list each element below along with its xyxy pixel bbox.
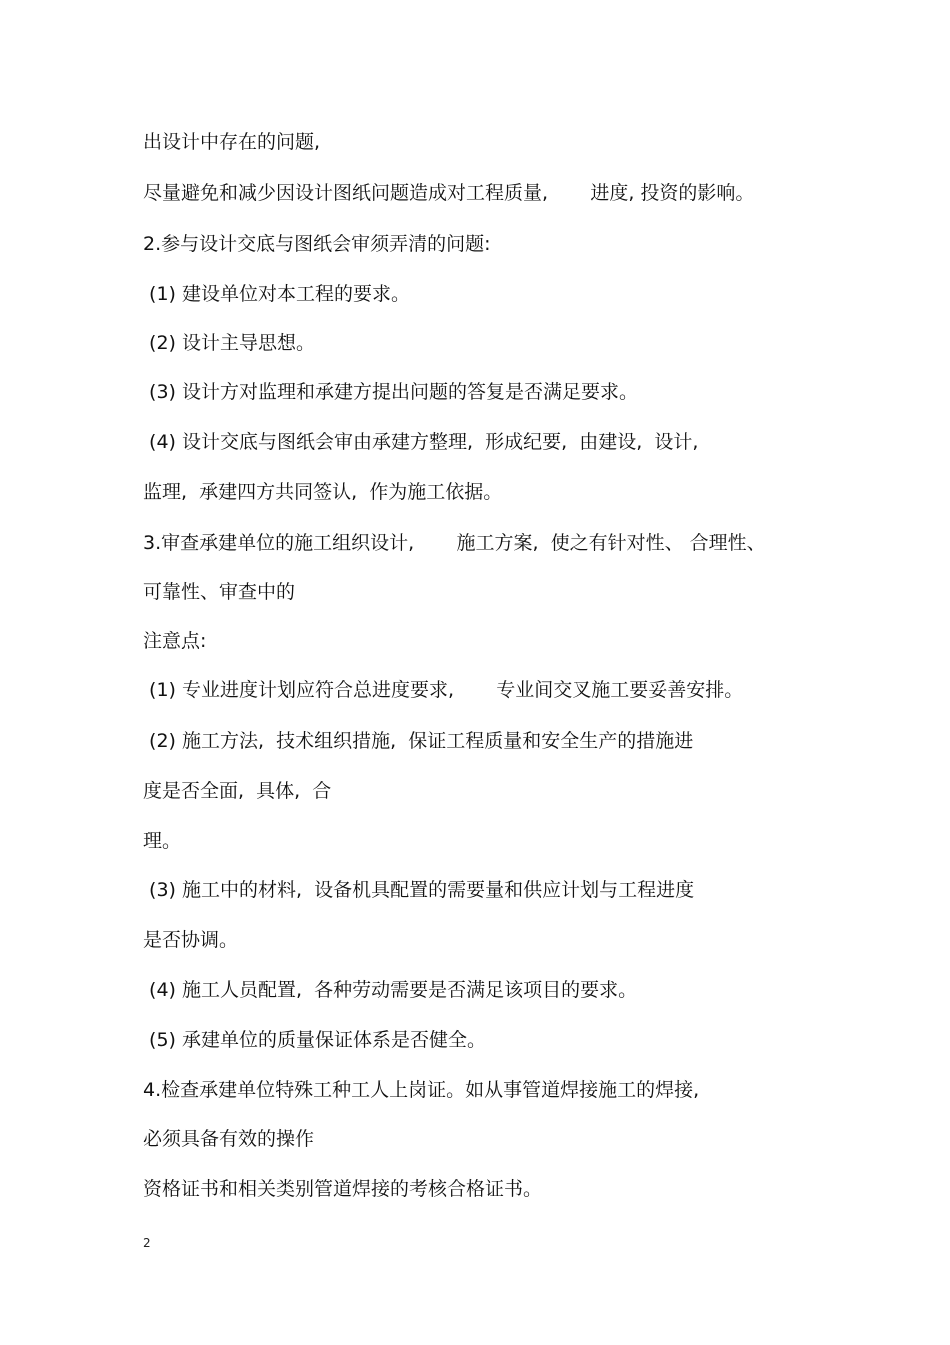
page-number: 2 [143,1236,151,1250]
text-line-18: (4) 施工人员配置, 各种劳动需要是否满足该项目的要求。 [143,979,638,1001]
text-line-5: (2) 设计主导思想。 [143,332,315,354]
text-line-4: (1) 建设单位对本工程的要求。 [143,283,410,305]
text-line-9: 3.审查承建单位的施工组织设计, 施工方案, 使之有针对性、 合理性、 [143,532,766,554]
text-line-2: 尽量避免和减少因设计图纸问题造成对工程质量, 进度, 投资的影响。 [143,182,755,204]
text-line-8: 监理, 承建四方共同签认, 作为施工依据。 [143,481,503,503]
text-line-10: 可靠性、审查中的 [143,581,296,603]
text-line-15: 理。 [143,830,182,852]
text-line-17: 是否协调。 [143,929,239,951]
text-line-12: (1) 专业进度计划应符合总进度要求, 专业间交叉施工要妥善安排。 [143,679,744,701]
text-line-3: 2.参与设计交底与图纸会审须弄清的问题: [143,233,491,255]
text-line-11: 注意点: [143,630,207,652]
text-line-21: 必须具备有效的操作 [143,1128,315,1150]
text-line-20: 4.检查承建单位特殊工种工人上岗证。如从事管道焊接施工的焊接, [143,1079,700,1101]
text-line-6: (3) 设计方对监理和承建方提出问题的答复是否满足要求。 [143,381,638,403]
text-line-16: (3) 施工中的材料, 设备机具配置的需要量和供应计划与工程进度 [143,879,695,901]
text-line-13: (2) 施工方法, 技术组织措施, 保证工程质量和安全生产的措施进 [143,730,694,752]
text-line-14: 度是否全面, 具体, 合 [143,780,332,802]
text-line-1: 出设计中存在的问题, [143,131,321,153]
text-line-22: 资格证书和相关类别管道焊接的考核合格证书。 [143,1178,543,1200]
text-line-7: (4) 设计交底与图纸会审由承建方整理, 形成纪要, 由建设, 设计, [143,431,699,453]
text-line-19: (5) 承建单位的质量保证体系是否健全。 [143,1029,486,1051]
